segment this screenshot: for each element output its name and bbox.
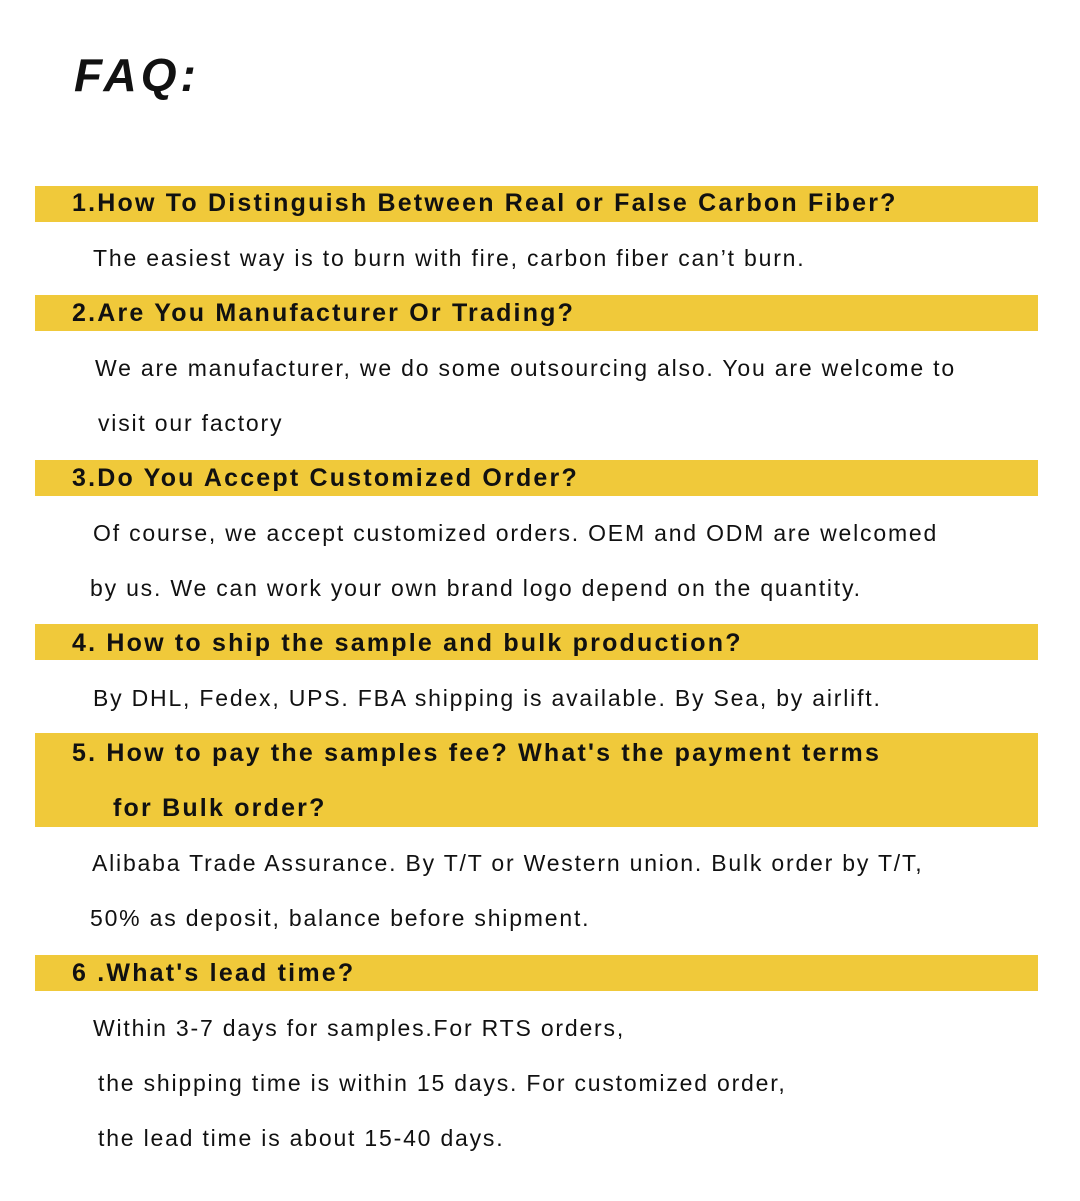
- faq-question-4-line-1: 4. How to ship the sample and bulk production?: [72, 629, 743, 657]
- faq-answer-6-line-3: the lead time is about 15-40 days.: [98, 1125, 505, 1151]
- faq-answer-3-line-1: Of course, we accept customized orders. OEM and ODM are welcomed: [93, 520, 939, 546]
- faq-question-6-line-1: 6 .What's lead time?: [72, 959, 356, 987]
- faq-answer-2-line-1: We are manufacturer, we do some outsourcing also. You are welcome to: [95, 355, 956, 381]
- faq-title: FAQ:: [74, 49, 200, 101]
- faq-answer-3-line-2: by us. We can work your own brand logo depend on the quantity.: [90, 575, 862, 601]
- faq-question-1-line-1: 1.How To Distinguish Between Real or False Carbon Fiber?: [72, 189, 898, 217]
- faq-question-2-line-1: 2.Are You Manufacturer Or Trading?: [72, 299, 576, 327]
- faq-answer-1-line-1: The easiest way is to burn with fire, carbon fiber can’t burn.: [93, 245, 806, 271]
- faq-answer-5-line-1: Alibaba Trade Assurance. By T/T or Western union. Bulk order by T/T,: [92, 850, 924, 876]
- faq-answer-5-line-2: 50% as deposit, balance before shipment.: [90, 905, 591, 931]
- faq-question-3-line-1: 3.Do You Accept Customized Order?: [72, 464, 579, 492]
- faq-answer-6-line-1: Within 3-7 days for samples.For RTS orders,: [93, 1015, 626, 1041]
- faq-answer-4-line-1: By DHL, Fedex, UPS. FBA shipping is available. By Sea, by airlift.: [93, 685, 882, 711]
- faq-answer-6-line-2: the shipping time is within 15 days. For customized order,: [98, 1070, 787, 1096]
- faq-question-5-line-2: for Bulk order?: [113, 794, 327, 822]
- faq-question-5-line-1: 5. How to pay the samples fee? What's the payment terms: [72, 739, 882, 767]
- faq-answer-2-line-2: visit our factory: [98, 410, 284, 436]
